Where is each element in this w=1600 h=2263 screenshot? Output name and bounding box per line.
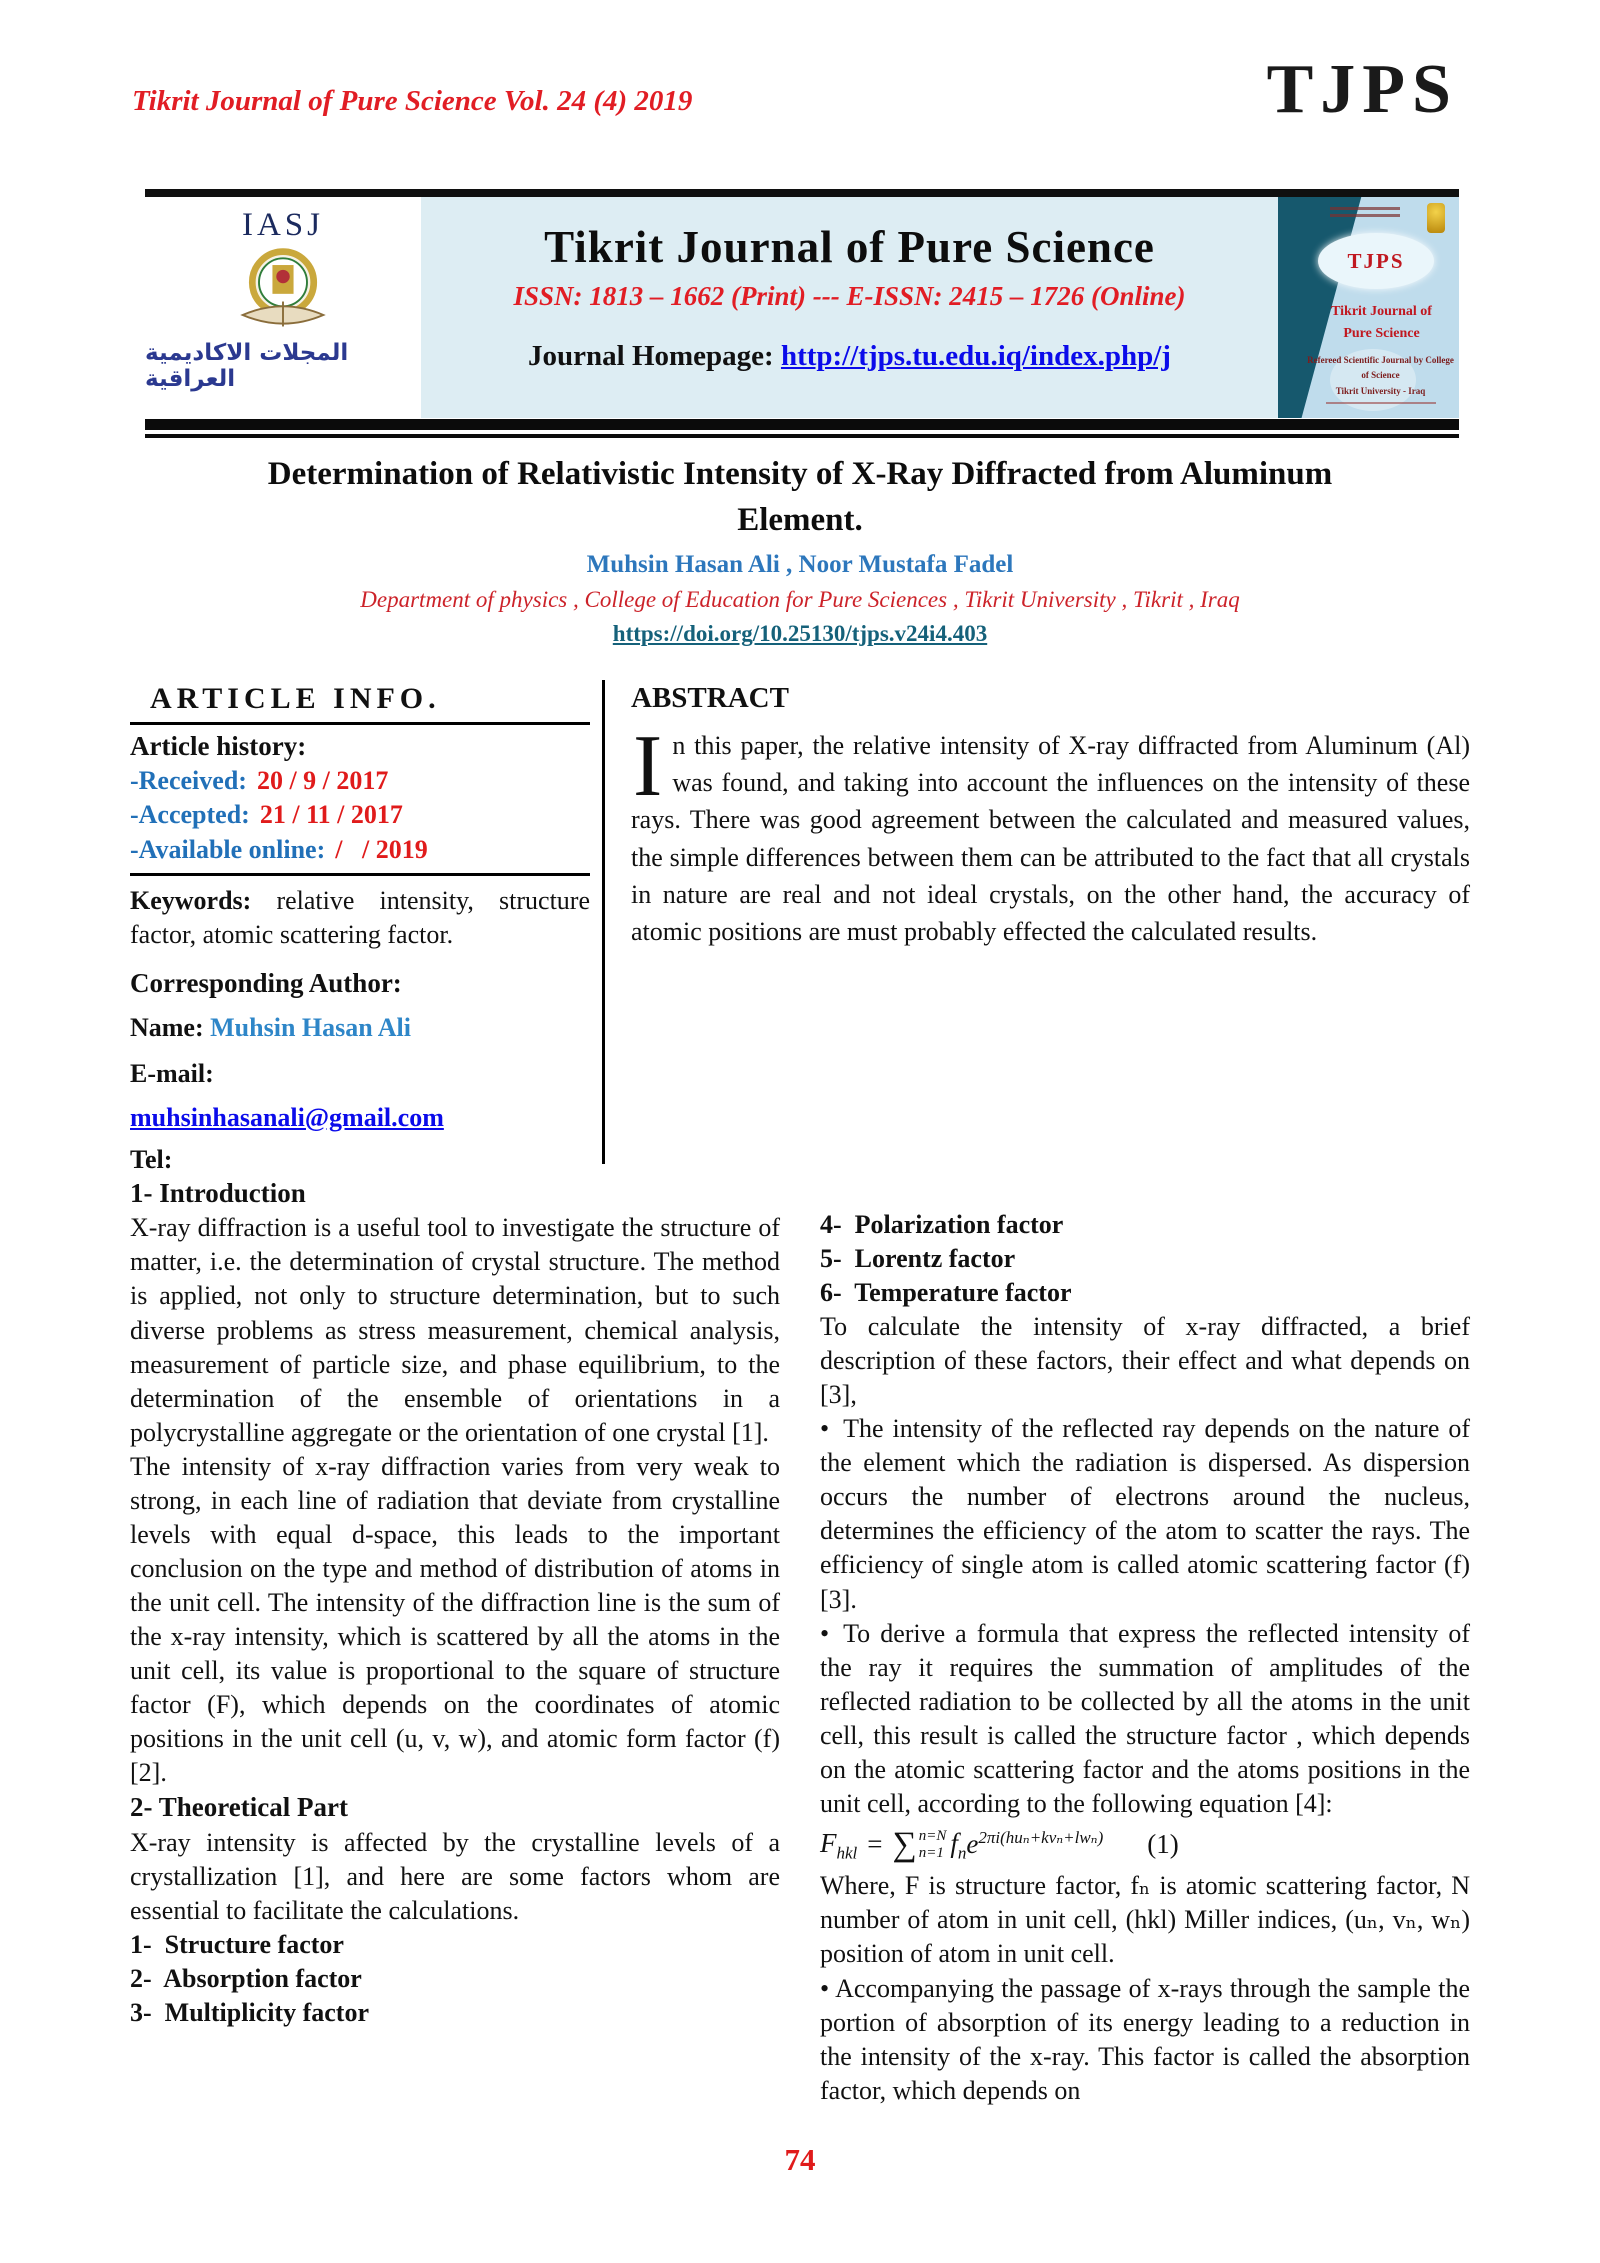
iasj-logo-block bbox=[145, 197, 421, 418]
article-history-label: Article history: bbox=[130, 731, 307, 761]
factor-item-5: 5- Lorentz factor bbox=[820, 1244, 1016, 1274]
journal-cover-thumbnail bbox=[1278, 197, 1459, 418]
corresponding-author-label: Corresponding Author: bbox=[130, 967, 402, 998]
cover-tjps-oval bbox=[1318, 233, 1434, 289]
doi-link[interactable]: https://doi.org/10.25130/tjps.v24i4.403 bbox=[612, 621, 988, 647]
banner-bottom-bar-thick bbox=[145, 419, 1459, 430]
theoretical-part-paragraph: X-ray intensity is affected by the crystalline levels of a crystallization [1], and here are some factors whom are essential to facilitate the calculations. bbox=[130, 1827, 780, 1925]
info-abstract-row bbox=[130, 680, 1470, 1174]
article-info-panel bbox=[130, 680, 602, 1174]
page-header bbox=[132, 51, 1472, 128]
equation-number: (1) bbox=[1147, 1829, 1179, 1860]
article-title: Determination of Relativistic Intensity of X-Ray Diffracted from Aluminum Element. bbox=[267, 456, 1333, 538]
theoretical-part-heading: 2- Theoretical Part bbox=[130, 1792, 348, 1823]
factor-item-6: 6- Temperature factor bbox=[820, 1278, 1072, 1308]
tjps-wordmark: TJPS bbox=[1266, 51, 1458, 128]
equation-fn: $f_n$ bbox=[950, 1827, 967, 1863]
article-affiliation: Department of physics , College of Education for Pure Sciences , Tikrit University , Tikrit , Iraq bbox=[360, 587, 1240, 613]
equation-exponential: $e^{2\pi i(hu_n+kv_n+lw_n)}$ bbox=[966, 1828, 1104, 1860]
introduction-paragraph-2: The intensity of x-ray diffraction varies from very weak to strong, in each line of radiation that deviate from crystalline levels with equal d-space, this leads to the important conclusion on the type and method of distribution of atoms in the unit cell. The intensity of the diffraction line is the sum of the x-ray intensity, which is scattered by all the atoms in the unit cell, its value is proportional to the square of structure factor (F), which depends on the coordinates of atomic positions in the unit cell (u, v, w), and atomic form factor (f) [2]. bbox=[130, 1451, 780, 1788]
banner-bottom-bar-thin bbox=[145, 434, 1459, 438]
banner-center bbox=[421, 197, 1278, 418]
article-info-heading: ARTICLE INFO. bbox=[150, 682, 441, 715]
available-online-line: -Available online: / / 2019 bbox=[130, 834, 428, 864]
factor-item-3: 3- Multiplicity factor bbox=[130, 1997, 369, 2027]
iasj-acronym: IASJ bbox=[241, 207, 325, 243]
tel-label: Tel: bbox=[130, 1144, 173, 1174]
factors-intro-paragraph: To calculate the intensity of x-ray diffracted, a brief description of these factors, their effect and what depends on [3], bbox=[820, 1312, 1470, 1410]
factor-item-1: 1- Structure factor bbox=[130, 1929, 344, 1959]
article-authors: Muhsin Hasan Ali , Noor Mustafa Fadel bbox=[586, 551, 1014, 579]
bullet-paragraph-2: • To derive a formula that express the reflected intensity of the ray it requires the summation of amplitudes of the reflected radiation to be collected by all the atoms in the unit cell, this result is called the structure factor , which depends on the atomic scattering factor and the atoms positions in the unit cell, according to the following equation [4]: bbox=[820, 1618, 1470, 1818]
equation-where-paragraph: Where, F is structure factor, fₙ is atomic scattering factor, N number of atom in unit cell, (hkl) Miller indices, (uₙ, vₙ, wₙ) position of atom in unit cell. bbox=[820, 1871, 1470, 1969]
journal-banner bbox=[145, 197, 1459, 418]
banner-homepage-line bbox=[421, 340, 1278, 373]
accepted-line: -Accepted: 21 / 11 / 2017 bbox=[130, 800, 403, 830]
structure-factor-equation: $F_{hkl}$ = ∑ n=N n=1 $f_n$ $e^{2\pi i(hu_n+kv_n+lw_n)}$ (1) bbox=[820, 1823, 1470, 1868]
cover-tjps-text: TJPS bbox=[1347, 248, 1405, 273]
journal-volume-line: Tikrit Journal of Pure Science Vol. 24 (4) 2019 bbox=[132, 85, 693, 117]
bullet-icon: • bbox=[820, 1618, 830, 1648]
email-label: E-mail: bbox=[130, 1058, 214, 1088]
info-rule-top bbox=[130, 722, 590, 725]
abstract-panel bbox=[602, 680, 1470, 1164]
info-rule-bottom bbox=[130, 873, 590, 876]
cover-crest-icon bbox=[1427, 203, 1445, 233]
introduction-heading: 1- Introduction bbox=[130, 1178, 306, 1208]
bullet-icon: • bbox=[820, 1973, 830, 2003]
top-divider-bar bbox=[145, 189, 1459, 197]
right-column bbox=[820, 1176, 1470, 2108]
bullet-paragraph-1: • The intensity of the reflected ray depends on the nature of the element which the radiation is dispersed. As dispersion occurs the number of electrons around the nucleus, determines the efficiency of the atom to scatter the rays. The efficiency of single atom is called atomic scattering factor (f) [3]. bbox=[820, 1414, 1470, 1614]
article-body bbox=[130, 1176, 1470, 2108]
cover-title: Tikrit Journal of Pure Science bbox=[1331, 304, 1432, 342]
bullet-paragraph-3: • Accompanying the passage of x-rays through the sample the portion of absorption of its energy leading to a reduction in the intensity of the x-ray. This factor is called the absorption factor, which depends on bbox=[820, 1973, 1470, 2105]
equation-lhs: $F_{hkl}$ bbox=[820, 1827, 858, 1863]
iasj-arabic-label: المجلات الاكاديمية العراقية bbox=[145, 340, 349, 392]
article-title-block bbox=[130, 452, 1470, 647]
banner-issn-line: ISSN: 1813 – 1662 (Print) --- E-ISSN: 2415 – 1726 (Online) bbox=[513, 281, 1186, 311]
received-line: -Received: 20 / 9 / 2017 bbox=[130, 766, 389, 795]
abstract-text: In this paper, the relative intensity of X-ray diffracted from Aluminum (Al) was found, and taking into account the influences on the intensity of these rays. There was good agreement between the calculated and measured values, the simple differences between them can be attributed to the fact that all crystals in nature are real and not ideal crystals, on the other hand, the accuracy of atomic positions are must probably effected the calculated results. bbox=[631, 718, 1470, 946]
homepage-label: Journal Homepage: bbox=[528, 340, 781, 372]
banner-journal-title: Tikrit Journal of Pure Science bbox=[544, 222, 1155, 272]
abstract-dropcap: I bbox=[633, 718, 663, 815]
summation-symbol: ∑ n=N n=1 bbox=[892, 1825, 947, 1863]
homepage-link[interactable]: http://tjps.tu.edu.iq/index.php/j bbox=[780, 340, 1171, 372]
iasj-emblem-icon bbox=[235, 242, 331, 338]
abstract-heading: ABSTRACT bbox=[631, 682, 789, 714]
factor-item-4: 4- Polarization factor bbox=[820, 1210, 1064, 1239]
bullet-icon: • bbox=[820, 1414, 830, 1444]
email-link[interactable]: muhsinhasanali@gmail.com bbox=[130, 1102, 444, 1132]
left-column bbox=[130, 1176, 780, 2108]
author-name-line: Name: Muhsin Hasan Ali bbox=[130, 1012, 411, 1042]
factor-item-2: 2- Absorption factor bbox=[130, 1963, 362, 1993]
introduction-paragraph-1: X-ray diffraction is a useful tool to investigate the structure of matter, i.e. the determination of crystal structure. The method is applied, not only to structure determination, but to such diverse problems as stress measurement, chemical analysis, measurement of particle size, and phase equilibrium, to the determination of the ensemble of orientations in a polycrystalline aggregate or the orientation of one crystal [1]. bbox=[130, 1213, 780, 1447]
page-number: 74 bbox=[784, 2142, 816, 2177]
cover-footer: Refereed Scientific Journal by College of Science Tikrit University - Iraq bbox=[1304, 353, 1457, 404]
keywords-paragraph: Keywords: relative intensity, structure factor, atomic scattering factor. bbox=[130, 885, 591, 949]
cover-issn-lines bbox=[1330, 207, 1400, 221]
